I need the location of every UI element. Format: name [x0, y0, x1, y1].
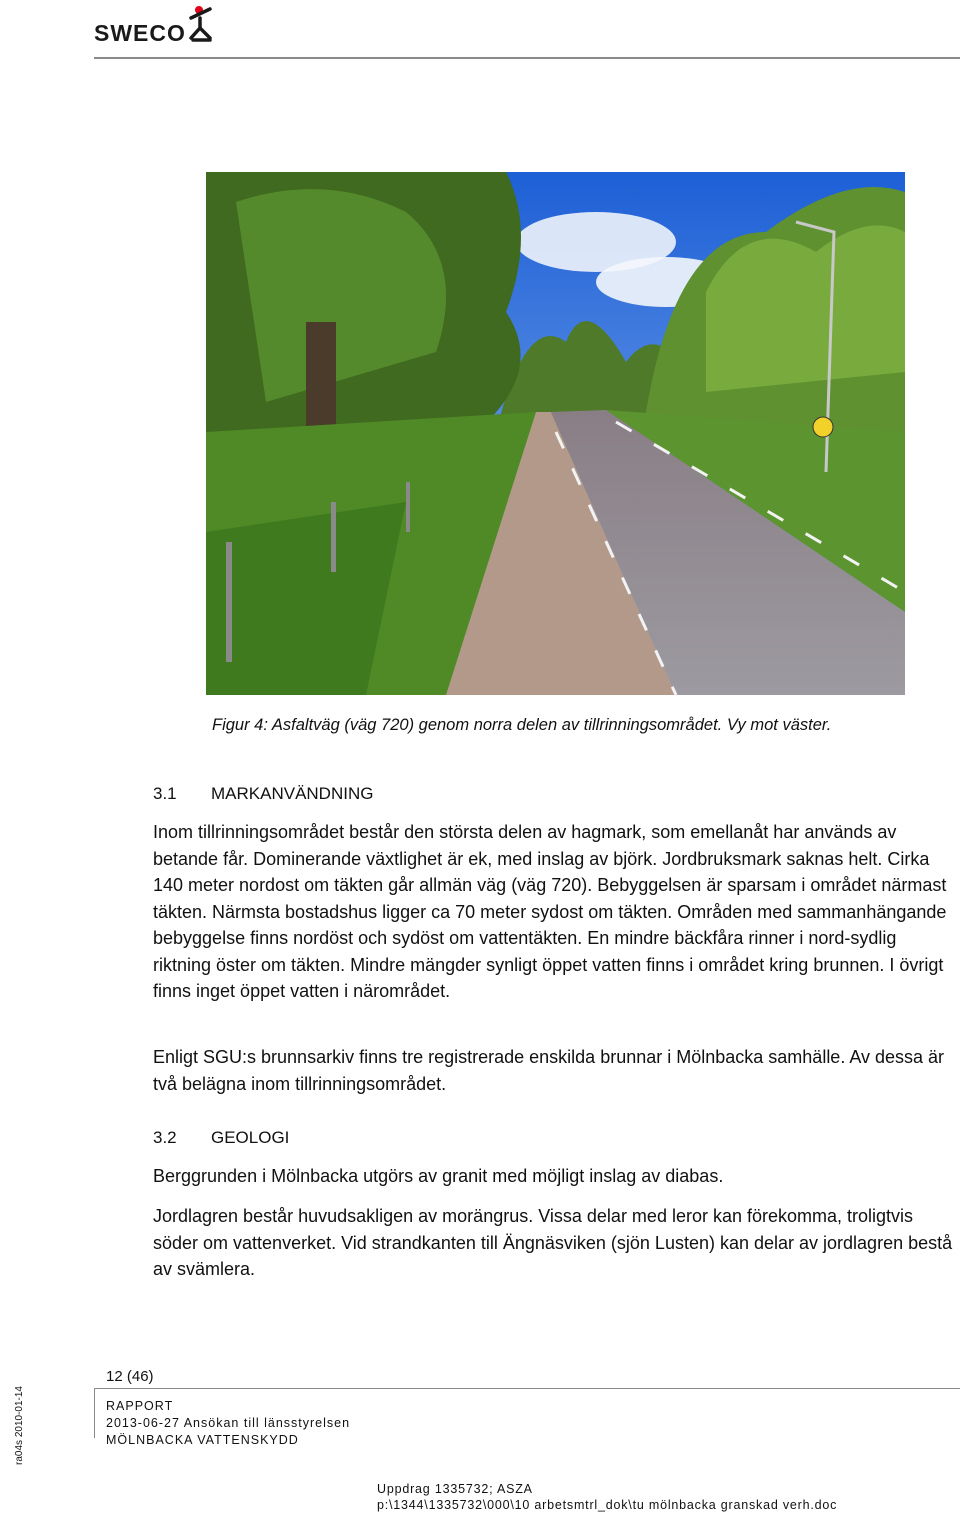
figure-caption: Figur 4: Asfaltväg (väg 720) genom norra delen av tillrinningsområdet. Vy mot väster. [212, 716, 832, 734]
paragraph: Jordlagren består huvudsakligen av morängrus. Vissa delar med leror kan förekomma, troligtvis söder om vattenverket. Vid strandkanten till Ängnäsviken (sjön Lusten) kan delar av jordlagren bestå av svämlera. [153, 1206, 953, 1279]
paragraph: Enligt SGU:s brunnsarkiv finns tre registrerade enskilda brunnar i Mölnbacka samhälle. Av dessa är två belägna inom tillrinningsområdet. [153, 1047, 945, 1094]
sweco-logo [94, 4, 224, 44]
header-rule [94, 57, 960, 59]
footer-rule [94, 1388, 960, 1389]
road-photo [206, 172, 905, 695]
section-number: 3.1 [153, 784, 177, 803]
section-heading-markanvandning [153, 784, 373, 804]
paragraph: Berggrunden i Mölnbacka utgörs av granit med möjligt inslag av diabas. [153, 1166, 724, 1186]
section-heading-geologi [153, 1128, 289, 1148]
doc-type: RAPPORT [106, 1399, 174, 1413]
sweco-figure-icon [188, 4, 218, 42]
brand-name: SWECO [94, 20, 186, 46]
page-number: 12 (46) [106, 1368, 154, 1385]
project-name: MÖLNBACKA VATTENSKYDD [106, 1433, 299, 1447]
doc-date-line: 2013-06-27 Ansökan till länsstyrelsen [106, 1416, 351, 1430]
section-title: MARKANVÄNDNING [211, 784, 374, 803]
file-path: p:\1344\1335732\000\10 arbetsmtrl_dok\tu mölnbacka granskad verh.doc [377, 1498, 838, 1512]
assignment: Uppdrag 1335732; ASZA [377, 1482, 533, 1496]
side-code: ra04s 2010-01-14 [13, 1386, 25, 1465]
section-title: GEOLOGI [211, 1128, 290, 1147]
section-number: 3.2 [153, 1128, 177, 1147]
footer-rule-vertical [94, 1388, 95, 1438]
paragraph: Inom tillrinningsområdet består den största delen av hagmark, som emellanåt har används av betande får. Dominerande växtlighet är ek, med inslag av björk. Jordbruksmark saknas helt. Cirka 140 meter nordost om täkten går allmän väg (väg 720). Bebyggelsen är sparsam i området närmast täkten. Närmsta bostadshus ligger ca 70 meter sydost om täkten. Områden med sammanhängande bebyggelse finns nordöst och sydöst om vattentäkten. En mindre bäckfåra rinner i nord-sydlig riktning öster om täkten. Mindre mängder synligt öppet vatten finns i området kring brunnen. I övrigt finns inget öppet vatten i närområdet. [153, 822, 947, 1001]
